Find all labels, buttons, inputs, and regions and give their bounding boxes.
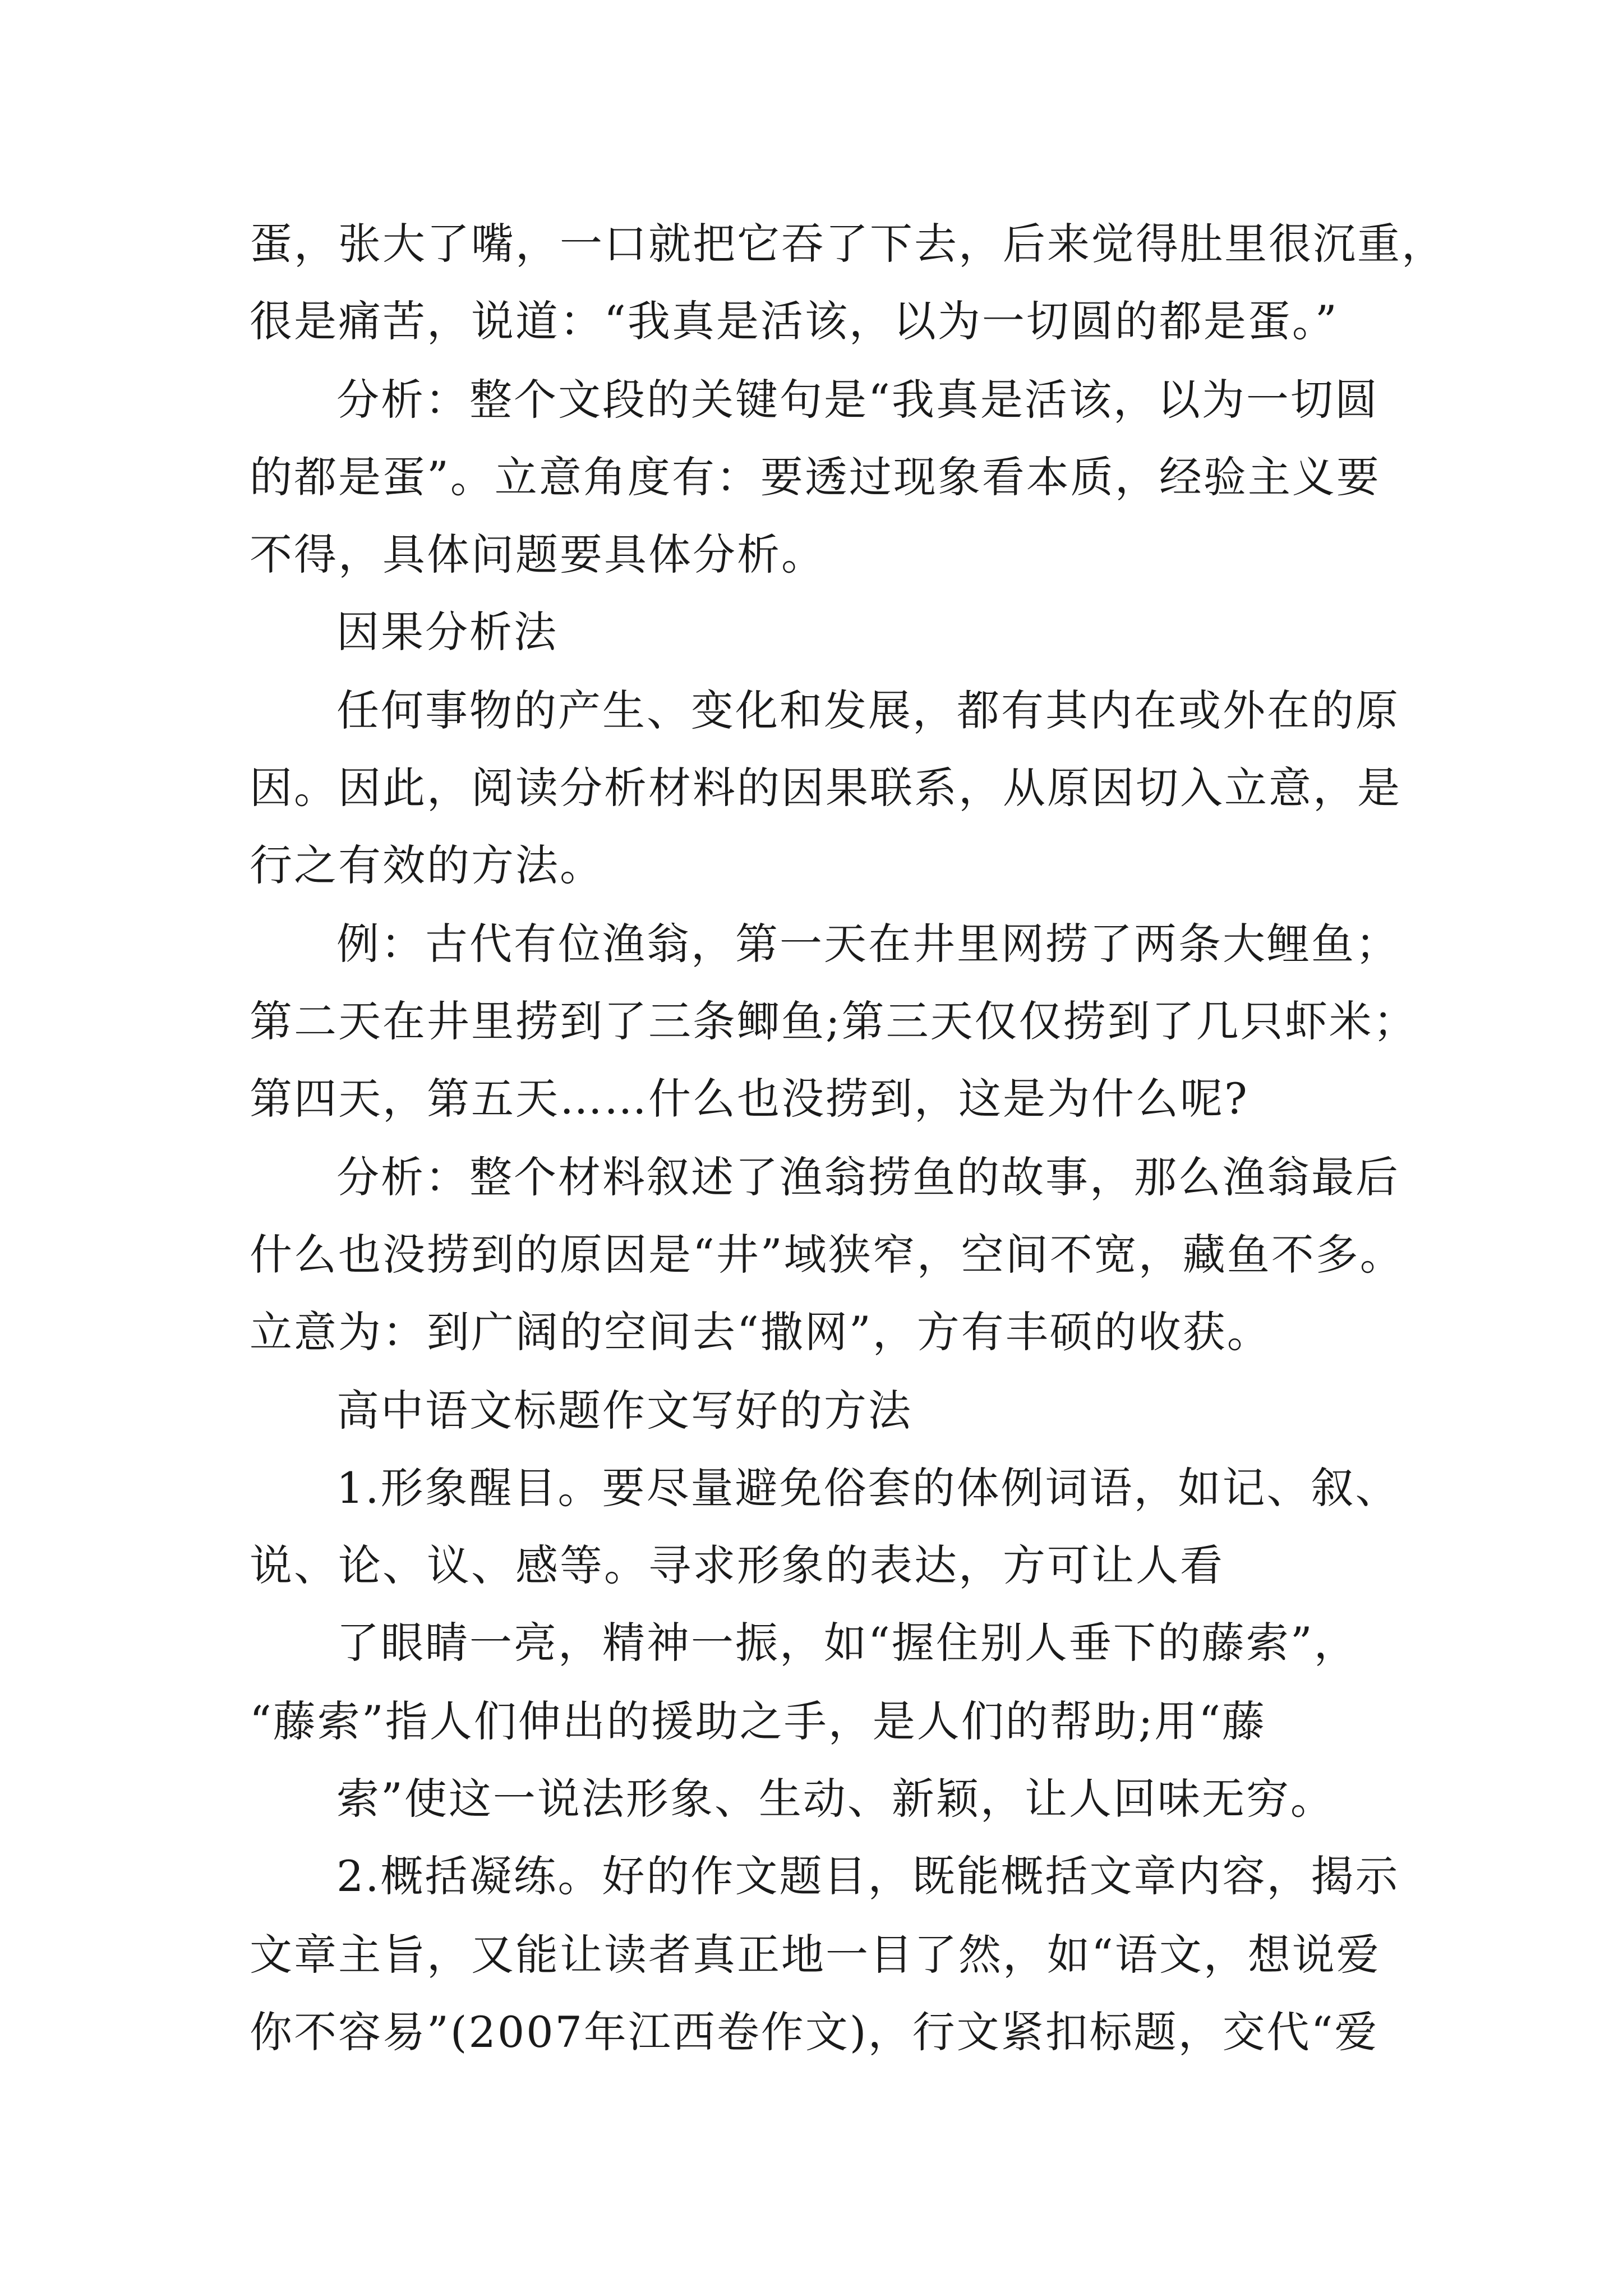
text-line: 立意为：到广阔的空间去“撒网”，方有丰硕的收获。 [250,1307,1271,1357]
paragraph-start-line: 2.概括凝练。好的作文题目，既能概括文章内容，揭示 [336,1851,1400,1901]
text-line: 不得，具体问题要具体分析。 [250,530,826,579]
paragraph-start-line: 索”使这一说法形象、生动、新颖，让人回味无穷。 [336,1774,1335,1824]
text-line: 的都是蛋”。立意角度有：要透过现象看本质，经验主义要 [250,452,1381,502]
section-heading: 高中语文标题作文写好的方法 [336,1386,912,1435]
paragraph-start-line: 了眼睛一亮，精神一振，如“握住别人垂下的藤索”， [336,1618,1358,1668]
paragraph-start-line: 分析：整个材料叙述了渔翁捞鱼的故事，那么渔翁最后 [336,1152,1400,1202]
text-line: 你不容易”(2007年江西卷作文)，行文紧扣标题，交代“爱 [250,2007,1379,2057]
text-line: 因。因此，阅读分析材料的因果联系，从原因切入立意，是 [250,763,1401,813]
text-line: 第四天，第五天……什么也没捞到，这是为什么呢? [250,1074,1249,1124]
text-line: 很是痛苦，说道：“我真是活该，以为一切圆的都是蛋。” [250,296,1339,346]
text-line: 什么也没捞到的原因是“井”域狭窄，空间不宽，藏鱼不多。 [250,1230,1404,1280]
text-line: “藤索”指人们伸出的援助之手，是人们的帮助;用“藤 [250,1696,1267,1746]
text-line: 文章主旨，又能让读者真正地一目了然，如“语文，想说爱 [250,1930,1381,1980]
paragraph-start-line: 例：古代有位渔翁，第一天在井里网捞了两条大鲤鱼； [336,919,1400,969]
section-heading: 因果分析法 [336,607,558,657]
paragraph-start-line: 任何事物的产生、变化和发展，都有其内在或外在的原 [336,685,1400,735]
text-line: 行之有效的方法。 [250,840,604,890]
paragraph-start-line: 分析：整个文段的关键句是“我真是活该，以为一切圆 [336,375,1379,425]
text-line: 说、论、议、感等。寻求形象的表达，方可让人看 [250,1540,1224,1590]
text-line: 第二天在井里捞到了三条鲫鱼;第三天仅仅捞到了几只虾米； [250,996,1418,1046]
paragraph-start-line: 1.形象醒目。要尽量避免俗套的体例词语，如记、叙、 [336,1463,1400,1513]
text-line: 蛋，张大了嘴，一口就把它吞了下去，后来觉得肚里很沉重， [250,219,1446,269]
